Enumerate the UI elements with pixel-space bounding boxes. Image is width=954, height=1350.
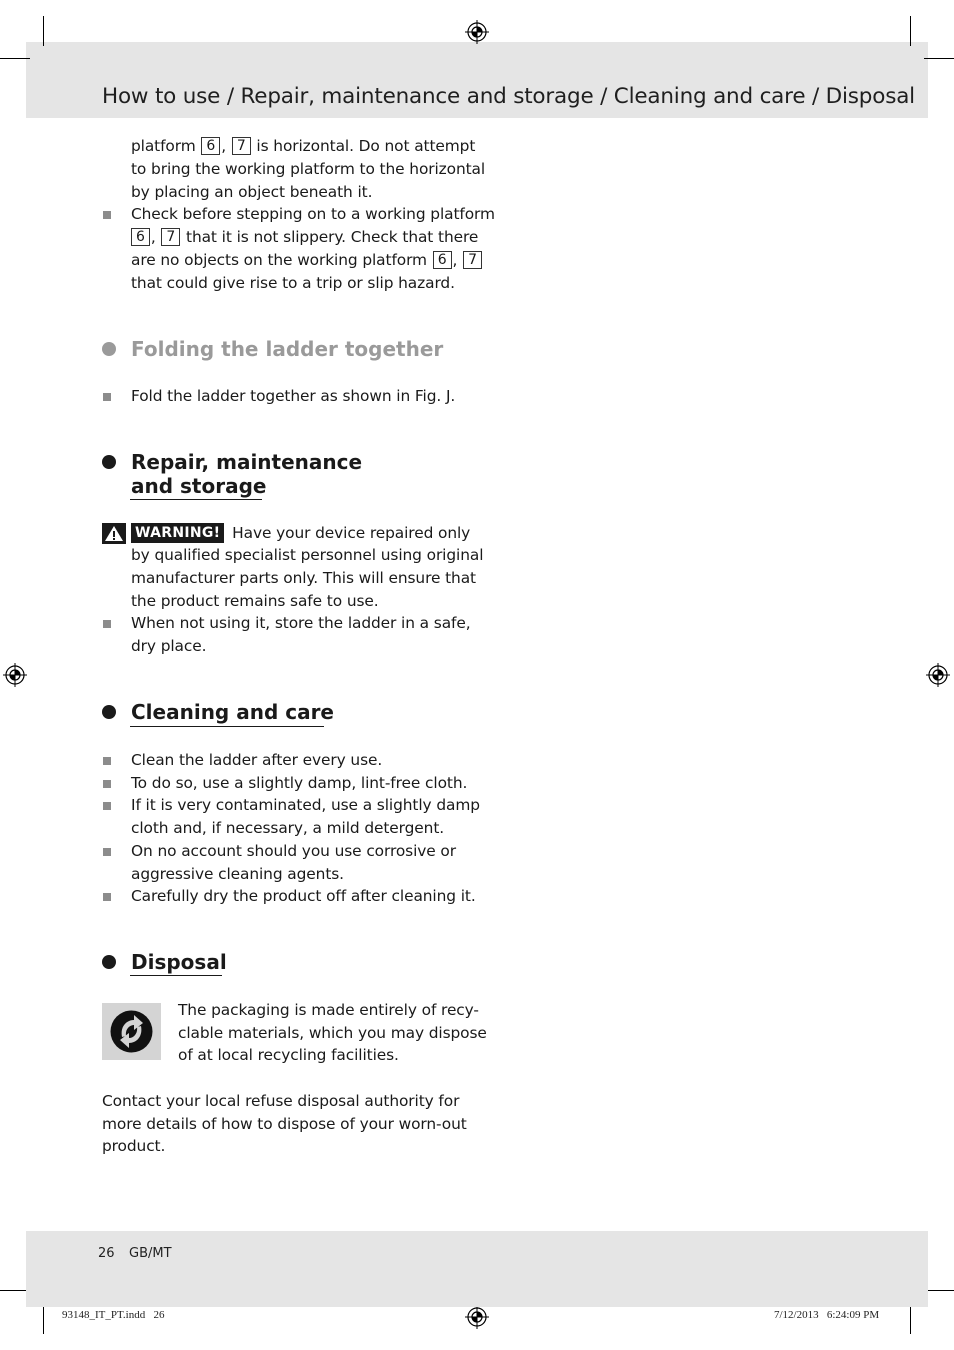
page-number: 26 [98, 1246, 115, 1261]
crop-mark [43, 16, 44, 46]
bullet-icon [103, 211, 111, 219]
section-bullet-icon [102, 955, 116, 969]
section-heading-folding: Folding the ladder together [131, 337, 444, 361]
intro-line-1: platform 6 , 7 is horizontal. Do not attempt [131, 137, 476, 155]
packaging-line-3: of at local recycling facilities. [178, 1046, 399, 1064]
green-dot-recycling-icon [102, 1003, 161, 1060]
bullet-icon [103, 757, 111, 765]
crop-mark [43, 1304, 44, 1334]
bullet-icon [103, 393, 111, 401]
contact-line-2: more details of how to dispose of your worn-out [102, 1115, 467, 1133]
crop-mark [924, 58, 954, 59]
part-ref: 6 [433, 251, 452, 269]
crop-mark [910, 16, 911, 46]
list-item: On no account should you use corrosive or [131, 842, 456, 860]
warning-line-4: the product remains safe to use. [131, 592, 379, 610]
part-ref: 7 [161, 228, 180, 246]
section-bullet-icon [102, 342, 116, 356]
bullet-icon [103, 780, 111, 788]
bullet-icon [103, 620, 111, 628]
list-item-continued: 6 , 7 that it is not slippery. Check that there [131, 226, 478, 249]
packaging-line-2: clable materials, which you may dispose [178, 1024, 487, 1042]
warning-line-1: WARNING! Have your device repaired only [131, 522, 470, 545]
registration-mark-icon [465, 1305, 489, 1329]
list-item-continued: that could give rise to a trip or slip hazard. [131, 274, 455, 292]
slug-timestamp: 7/12/2013 6:24:09 PM [774, 1309, 880, 1321]
intro-line-2: to bring the working platform to the horizontal [131, 160, 486, 178]
part-ref: 6 [201, 137, 220, 155]
section-heading-repair-line-1: Repair, maintenance [131, 450, 363, 474]
bullet-icon [103, 893, 111, 901]
section-bullet-icon [102, 455, 116, 469]
warning-triangle-icon [102, 523, 126, 544]
heading-underline [130, 499, 262, 500]
section-bullet-icon [102, 705, 116, 719]
slug-file: 93148_IT_PT.indd 26 [62, 1309, 165, 1321]
section-heading-repair-line-2: and storage [131, 474, 267, 498]
list-item-continued: cloth and, if necessary, a mild detergent. [131, 819, 445, 837]
intro-line-3: by placing an object beneath it. [131, 183, 373, 201]
warning-line-2: by qualified specialist personnel using original [131, 546, 484, 564]
crop-mark [0, 58, 30, 59]
bullet-icon [103, 848, 111, 856]
list-item: Check before stepping on to a working platform [131, 205, 495, 223]
list-item: When not using it, store the ladder in a safe, [131, 614, 471, 632]
bullet-icon [103, 802, 111, 810]
warning-label: WARNING! [131, 523, 224, 543]
packaging-line-1: The packaging is made entirely of recy- [178, 1001, 479, 1019]
crop-mark [924, 1290, 954, 1291]
list-item-continued: are no objects on the working platform 6 , 7 [131, 249, 483, 272]
list-item-continued: dry place. [131, 637, 207, 655]
list-item: Clean the ladder after every use. [131, 751, 383, 769]
section-heading-cleaning: Cleaning and care [131, 700, 334, 724]
part-ref: 7 [463, 251, 482, 269]
registration-mark-icon [465, 20, 489, 44]
recycling-symbol-box [102, 1003, 161, 1060]
section-heading-disposal: Disposal [131, 950, 227, 974]
registration-mark-icon [926, 663, 950, 687]
heading-underline [130, 726, 324, 727]
warning-line-3: manufacturer parts only. This will ensure that [131, 569, 476, 587]
heading-underline [130, 975, 222, 976]
list-item-continued: aggressive cleaning agents. [131, 865, 344, 883]
locale-code: GB/MT [129, 1246, 172, 1261]
contact-line-3: product. [102, 1137, 166, 1155]
list-item: If it is very contaminated, use a slightly damp [131, 796, 480, 814]
part-ref: 7 [232, 137, 251, 155]
registration-mark-icon [3, 663, 27, 687]
page-title: How to use / Repair, maintenance and storage / Cleaning and care / Disposal [102, 84, 915, 109]
list-item: Fold the ladder together as shown in Fig. J. [131, 387, 456, 405]
list-item: To do so, use a slightly damp, lint-free cloth. [131, 774, 468, 792]
list-item: Carefully dry the product off after cleaning it. [131, 887, 476, 905]
contact-line-1: Contact your local refuse disposal authority for [102, 1092, 460, 1110]
part-ref: 6 [131, 228, 150, 246]
footer-band [26, 1231, 928, 1307]
crop-mark [910, 1304, 911, 1334]
